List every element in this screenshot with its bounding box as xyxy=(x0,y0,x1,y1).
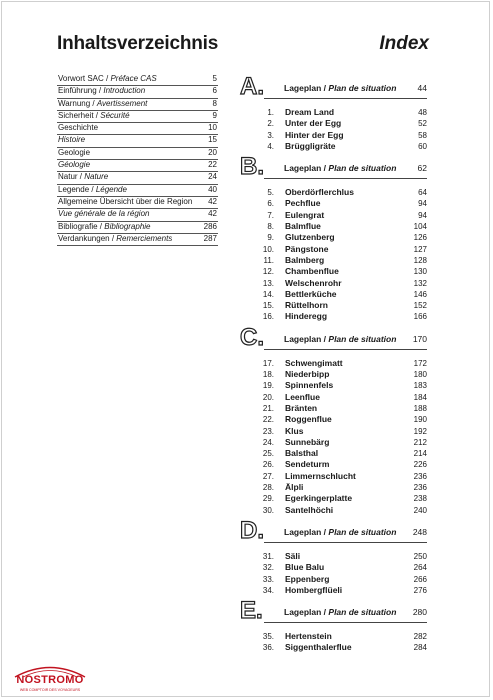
index-entry[interactable] xyxy=(240,221,427,232)
toc-page-number: 286 xyxy=(203,221,217,231)
index-entry[interactable] xyxy=(240,482,427,493)
general-toc xyxy=(57,74,218,246)
entry-page-number: 180 xyxy=(413,370,427,380)
section-label-fr: Plan de situation xyxy=(328,163,397,174)
entry-list xyxy=(240,102,427,152)
entry-number: 11. xyxy=(263,255,274,265)
section-label-de: Lageplan / xyxy=(284,163,329,174)
entry-page-number: 282 xyxy=(413,632,427,642)
toc-label-de: Vorwort SAC / xyxy=(58,74,111,83)
section-letter: D. xyxy=(240,516,264,544)
entry-name: Klus xyxy=(285,425,304,436)
toc-label-fr: Bibliographie xyxy=(104,221,151,231)
page-title: Inhaltsverzeichnis xyxy=(57,33,219,54)
entry-name: Niederbipp xyxy=(285,369,330,380)
logo-tagline: WEB COMPTOIR DES VOYAGEURS xyxy=(19,688,81,692)
entry-name: Siggenthalerflue xyxy=(285,642,352,653)
section-label-de: Lageplan / xyxy=(284,83,329,93)
toc-label-de: Natur / xyxy=(58,172,85,182)
section-label-de: Lageplan / xyxy=(284,526,329,537)
entry-number: 15. xyxy=(262,301,274,311)
entry-page-number: 127 xyxy=(413,244,427,254)
toc-label-de: Legende / xyxy=(58,184,96,194)
index-entry[interactable] xyxy=(240,300,427,311)
toc-label-fr: Introduction xyxy=(103,86,146,96)
index-entry[interactable] xyxy=(240,244,427,255)
toc-page-number: 9 xyxy=(212,110,217,120)
entry-page-number: 126 xyxy=(413,233,427,243)
index-entry[interactable] xyxy=(240,311,427,322)
nostromo-logo xyxy=(5,664,95,696)
toc-row[interactable] xyxy=(57,197,218,209)
entry-page-number: 52 xyxy=(418,119,427,129)
entry-page-number: 284 xyxy=(413,643,427,653)
entry-name: Spinnenfels xyxy=(285,380,334,391)
toc-page-number: 5 xyxy=(212,74,217,83)
section-page-number: 280 xyxy=(412,607,427,618)
index-section xyxy=(240,323,427,516)
section-page-number: 170 xyxy=(412,333,427,344)
index-entry[interactable] xyxy=(240,187,427,198)
entry-number: 16. xyxy=(262,312,274,322)
index-entry[interactable] xyxy=(240,392,427,403)
section-header[interactable] xyxy=(240,597,427,626)
section-letter: E. xyxy=(240,597,263,625)
entry-page-number: 192 xyxy=(413,426,427,436)
index-entry[interactable] xyxy=(240,505,427,516)
entry-page-number: 146 xyxy=(413,289,427,299)
toc-row[interactable] xyxy=(57,185,218,197)
entry-page-number: 240 xyxy=(413,505,427,515)
entry-page-number: 104 xyxy=(413,222,427,232)
page-title-translation: Index xyxy=(379,33,429,54)
entry-number: 32. xyxy=(262,563,274,573)
entry-number: 23. xyxy=(262,426,274,436)
section-label-fr: Plan de situation xyxy=(328,526,397,537)
entry-number: 12. xyxy=(262,267,274,277)
entry-name: Welschenrohr xyxy=(285,277,342,288)
toc-label-de: Warnung / xyxy=(58,98,97,108)
entry-name: Sendeturm xyxy=(285,459,330,470)
toc-page-number: 20 xyxy=(208,147,217,157)
index-entry[interactable] xyxy=(240,380,427,391)
entry-number: 33. xyxy=(262,574,274,584)
index-entry[interactable] xyxy=(240,426,427,437)
index-entry[interactable] xyxy=(240,369,427,380)
climbing-areas-index xyxy=(240,73,427,658)
toc-page-number: 287 xyxy=(203,233,217,243)
entry-page-number: 130 xyxy=(413,267,427,277)
entry-name: Oberdörflerchlus xyxy=(285,187,354,198)
entry-name: Egerkingerplatte xyxy=(285,493,353,504)
toc-page-number: 22 xyxy=(208,160,217,170)
toc-page-number: 42 xyxy=(208,209,217,219)
entry-name: Älpli xyxy=(285,482,304,493)
toc-page-number: 6 xyxy=(212,86,217,96)
section-label-fr: Plan de situation xyxy=(328,333,397,344)
entry-page-number: 226 xyxy=(413,460,427,470)
toc-label-de: Einführung / xyxy=(58,86,104,96)
index-entry[interactable] xyxy=(240,493,427,504)
index-entry[interactable] xyxy=(240,141,427,152)
index-entry[interactable] xyxy=(240,574,427,585)
section-divider xyxy=(264,622,427,623)
toc-page-number: 10 xyxy=(208,123,217,133)
logo-wordmark: NOSTROMO xyxy=(16,674,84,686)
toc-label-fr: Nature xyxy=(84,172,109,182)
entry-name: Limmernschlucht xyxy=(285,470,356,481)
toc-label-fr: Préface CAS xyxy=(110,74,157,83)
entry-page-number: 64 xyxy=(418,188,427,198)
toc-row[interactable] xyxy=(57,222,218,234)
entry-page-number: 60 xyxy=(418,141,427,151)
entry-list xyxy=(240,182,427,323)
section-page-number: 62 xyxy=(417,163,427,174)
index-section xyxy=(240,73,427,152)
entry-page-number: 132 xyxy=(413,278,427,288)
section-page-number: 248 xyxy=(412,526,427,537)
entry-number: 2. xyxy=(267,119,274,129)
entry-number: 6. xyxy=(267,199,274,209)
entry-page-number: 212 xyxy=(413,437,427,447)
entry-list xyxy=(240,626,427,654)
entry-name: Balmflue xyxy=(285,221,321,232)
index-entry[interactable] xyxy=(240,551,427,562)
entry-page-number: 94 xyxy=(418,199,427,209)
entry-number: 7. xyxy=(267,210,274,220)
toc-label-fr: Histoire xyxy=(58,135,86,145)
entry-page-number: 183 xyxy=(413,381,427,391)
entry-number: 24. xyxy=(262,437,274,447)
entry-name: Bränten xyxy=(285,402,318,413)
section-divider xyxy=(264,98,427,99)
index-entry[interactable] xyxy=(240,414,427,425)
entry-number: 19. xyxy=(262,381,274,391)
section-header[interactable] xyxy=(240,73,427,102)
section-header[interactable] xyxy=(240,516,427,546)
toc-row[interactable] xyxy=(57,111,218,123)
entry-name: Hertenstein xyxy=(285,631,332,642)
section-letter: B. xyxy=(240,153,264,181)
entry-name: Hinter der Egg xyxy=(285,129,344,140)
entry-name: Eulengrat xyxy=(285,209,325,220)
section-label-de: Lageplan / xyxy=(284,333,329,344)
entry-number: 5. xyxy=(267,188,274,198)
entry-page-number: 236 xyxy=(413,471,427,481)
entry-number: 30. xyxy=(262,505,274,515)
entry-number: 3. xyxy=(267,130,274,140)
entry-page-number: 94 xyxy=(418,210,427,220)
entry-name: Hinderegg xyxy=(285,311,328,322)
section-letter: C. xyxy=(240,323,264,351)
entry-name: Sunnebärg xyxy=(285,436,330,447)
section-label xyxy=(284,334,396,344)
section-divider xyxy=(264,542,427,543)
entry-name: Chambenflue xyxy=(285,266,339,277)
entry-number: 9. xyxy=(267,233,274,243)
section-label xyxy=(284,527,396,537)
entry-name: Unter der Egg xyxy=(285,118,342,129)
index-entry[interactable] xyxy=(240,585,427,596)
entry-number: 13. xyxy=(262,278,274,288)
entry-page-number: 250 xyxy=(413,551,427,561)
entry-name: Roggenflue xyxy=(285,414,332,425)
section-header[interactable] xyxy=(240,153,427,182)
section-header[interactable] xyxy=(240,323,427,353)
entry-page-number: 190 xyxy=(413,415,427,425)
toc-row[interactable] xyxy=(57,234,218,246)
entry-page-number: 166 xyxy=(413,312,427,322)
index-section xyxy=(240,597,427,654)
index-entry[interactable] xyxy=(240,631,427,642)
entry-page-number: 152 xyxy=(413,301,427,311)
entry-name: Santelhöchi xyxy=(285,504,334,515)
entry-name: Schwengimatt xyxy=(285,357,343,368)
toc-label-fr: Sécurité xyxy=(100,110,130,120)
section-divider xyxy=(264,178,427,179)
section-label xyxy=(284,607,396,617)
entry-number: 22. xyxy=(262,415,274,425)
entry-number: 27. xyxy=(262,471,274,481)
toc-row[interactable] xyxy=(57,160,218,172)
entry-number: 34. xyxy=(262,585,274,595)
index-entry[interactable] xyxy=(240,459,427,470)
toc-label-de: Sicherheit / xyxy=(58,110,101,120)
entry-number: 36. xyxy=(262,643,274,653)
entry-page-number: 48 xyxy=(418,108,427,117)
toc-label-fr: Géologie xyxy=(58,160,91,170)
toc-label-de: Allgemeine Übersicht über die Region xyxy=(58,196,193,206)
section-page-number: 44 xyxy=(417,83,427,93)
section-letter: A. xyxy=(240,73,264,100)
entry-number: 1. xyxy=(267,108,274,117)
entry-name: Rüttelhorn xyxy=(285,300,328,311)
section-label xyxy=(284,163,396,173)
entry-page-number: 214 xyxy=(413,449,427,459)
toc-row[interactable] xyxy=(57,135,218,147)
toc-page-number: 24 xyxy=(208,172,217,182)
toc-row[interactable] xyxy=(57,123,218,135)
toc-label-fr: Avertissement xyxy=(96,98,148,108)
entry-name: Blue Balu xyxy=(285,562,325,573)
entry-number: 28. xyxy=(262,483,274,493)
entry-number: 18. xyxy=(262,370,274,380)
toc-label-de: Geschichte xyxy=(58,123,99,133)
toc-row[interactable] xyxy=(57,209,218,221)
toc-page-number: 8 xyxy=(212,98,217,108)
index-entry[interactable] xyxy=(240,210,427,221)
entry-page-number: 266 xyxy=(413,574,427,584)
entry-number: 26. xyxy=(262,460,274,470)
index-entry[interactable] xyxy=(240,198,427,209)
toc-label-fr: Vue générale de la région xyxy=(58,209,150,219)
entry-page-number: 128 xyxy=(413,255,427,265)
toc-row[interactable] xyxy=(57,74,218,86)
entry-number: 31. xyxy=(262,551,274,561)
entry-name: Pechflue xyxy=(285,198,321,209)
entry-number: 14. xyxy=(262,289,274,299)
index-entry[interactable] xyxy=(240,403,427,414)
entry-name: Pängstone xyxy=(285,243,329,254)
section-label-de: Lageplan / xyxy=(284,607,329,618)
index-entry[interactable] xyxy=(240,562,427,573)
toc-page-number: 15 xyxy=(208,135,217,145)
index-entry[interactable] xyxy=(240,118,427,129)
index-entry[interactable] xyxy=(240,471,427,482)
entry-name: Leenflue xyxy=(285,391,320,402)
toc-row[interactable] xyxy=(57,172,218,184)
index-entry[interactable] xyxy=(240,266,427,277)
index-entry[interactable] xyxy=(240,107,427,118)
index-entry[interactable] xyxy=(240,289,427,300)
section-label xyxy=(284,83,396,93)
entry-page-number: 264 xyxy=(413,563,427,573)
entry-name: Hombergflüeli xyxy=(285,584,343,595)
index-entry[interactable] xyxy=(240,130,427,141)
index-section xyxy=(240,516,427,596)
entry-number: 17. xyxy=(262,358,274,368)
entry-list xyxy=(240,546,427,596)
entry-list xyxy=(240,353,427,516)
index-entry[interactable] xyxy=(240,278,427,289)
index-entry[interactable] xyxy=(240,232,427,243)
toc-label-de: Verdankungen / xyxy=(58,233,117,243)
entry-page-number: 184 xyxy=(413,392,427,402)
entry-page-number: 172 xyxy=(413,358,427,368)
entry-name: Brüggligräte xyxy=(285,140,336,151)
section-divider xyxy=(264,349,427,350)
entry-number: 8. xyxy=(267,222,274,232)
entry-name: Dream Land xyxy=(285,107,335,117)
entry-number: 35. xyxy=(262,632,274,642)
entry-name: Eppenberg xyxy=(285,573,330,584)
entry-name: Balsthal xyxy=(285,448,319,459)
toc-page-number: 42 xyxy=(208,196,217,206)
toc-label-de: Bibliografie / xyxy=(58,221,105,231)
toc-row[interactable] xyxy=(57,86,218,98)
entry-page-number: 236 xyxy=(413,483,427,493)
entry-number: 10. xyxy=(262,244,274,254)
section-label-fr: Plan de situation xyxy=(328,83,397,93)
section-label-fr: Plan de situation xyxy=(328,607,397,618)
entry-name: Balmberg xyxy=(285,254,325,265)
entry-page-number: 238 xyxy=(413,494,427,504)
entry-page-number: 188 xyxy=(413,403,427,413)
entry-page-number: 276 xyxy=(413,585,427,595)
entry-number: 29. xyxy=(262,494,274,504)
entry-page-number: 58 xyxy=(418,130,427,140)
index-section xyxy=(240,153,427,323)
toc-label-de: Geologie xyxy=(58,147,91,157)
entry-name: Säli xyxy=(285,550,301,561)
index-entry[interactable] xyxy=(240,255,427,266)
entry-name: Bettlerküche xyxy=(285,288,337,299)
toc-page-number: 40 xyxy=(208,184,217,194)
toc-label-fr: Remerciements xyxy=(116,233,173,243)
toc-row[interactable] xyxy=(57,148,218,160)
entry-number: 21. xyxy=(262,403,274,413)
entry-name: Glutzenberg xyxy=(285,232,335,243)
entry-number: 25. xyxy=(262,449,274,459)
entry-number: 4. xyxy=(267,141,274,151)
toc-label-fr: Légende xyxy=(95,184,127,194)
index-entry[interactable] xyxy=(240,437,427,448)
entry-number: 20. xyxy=(262,392,274,402)
index-entry[interactable] xyxy=(240,642,427,653)
toc-row[interactable] xyxy=(57,99,218,111)
index-entry[interactable] xyxy=(240,358,427,369)
index-entry[interactable] xyxy=(240,448,427,459)
